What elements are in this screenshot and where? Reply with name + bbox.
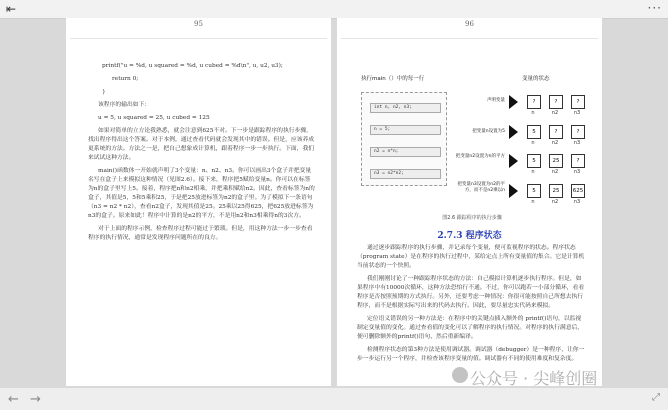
- code-line: int n, n2, n3;: [370, 103, 441, 113]
- var-name: n2: [551, 199, 559, 205]
- row-label: 声明变量: [487, 98, 505, 103]
- right-page-body: [357, 244, 586, 368]
- bottom-nav-bar: [0, 388, 668, 410]
- var-name: n: [531, 110, 535, 116]
- var-name: n: [531, 199, 535, 205]
- code-box: [361, 92, 447, 186]
- var-cell: ?: [571, 125, 585, 139]
- prev-page-icon[interactable]: ←: [8, 392, 19, 407]
- section-title: 2.7.3 程序状态: [437, 231, 502, 241]
- var-name: n2: [551, 110, 559, 116]
- right-page: [337, 18, 602, 386]
- watermark-logo-icon: [452, 367, 468, 383]
- paragraph: main()函数体一开始就声明了3个变量：n、n2、n3。你可以画出3个盒子并把变量名写在盒子上来模拟这种情况（见图2.6）。接下来，程序把5赋给变量n。你可以在标签为n的盒子里写上5。接着，程序把n和n2相乘，并把乘积赋给n2。因此，查看标签为n的盒子，其值是5，5和5乘积25，于是把25放进标签为n2的盒子里。为了模拟下一条语句（n3 = n2 * n2），查看n2盒子，发现其值是25。25乘以25得625，把625放进标签为n3的盒子。原来如此！程序中计算的是n2的平方，不是用n2和n3相乘得n的3次方。: [88, 168, 315, 219]
- exit-reader-icon[interactable]: ⇤: [5, 2, 17, 16]
- page-header-rule: [70, 38, 327, 39]
- arrow-icon: [509, 154, 518, 168]
- expand-icon[interactable]: ⤢: [652, 392, 660, 403]
- paragraph: 对于上面的程序示例，检查程序过程可能过于繁琐。但是，用这种方法一步一步查看程序的执行情况，通常是发现程序问题所在的良方。: [88, 226, 313, 241]
- row-label: 把变量n2设置为n的平方: [455, 154, 505, 159]
- paragraph: 定位语义错误的另一种方法是：在程序中的关键点插入额外的 printf()语句，以监视制定变量值的变化。通过查看值的变化可以了解程序的执行情况。对程序的执行满意后，便可删除额外的printf()语句，然后重新编译。: [357, 316, 584, 340]
- var-name: n: [531, 169, 535, 175]
- var-cell: ?: [571, 95, 585, 109]
- code-line: }: [102, 89, 106, 95]
- var-cell: ?: [549, 125, 563, 139]
- var-name: n3: [573, 169, 581, 175]
- var-cell: 5: [527, 154, 541, 168]
- code-line: printf("u = %d, u squared = %d, u cubed = %d\n", u, u2, u3);: [102, 63, 283, 69]
- page-number: 96: [465, 20, 474, 28]
- page-header-rule: [341, 38, 598, 39]
- var-cell: ?: [549, 95, 563, 109]
- var-cell: ?: [571, 154, 585, 168]
- next-page-icon[interactable]: →: [30, 392, 41, 407]
- arrow-icon: [509, 95, 518, 109]
- code-line: n3 = n2*n2;: [370, 169, 441, 179]
- code-line: n2 = n*n;: [370, 147, 441, 157]
- page-number: 95: [194, 20, 203, 28]
- var-name: n3: [573, 199, 581, 205]
- paragraph: 该程序的输出如下：: [98, 102, 151, 108]
- var-name: n: [531, 140, 535, 146]
- memory-title: 变量的状态: [522, 76, 550, 82]
- paragraph: u = 5, u squared = 25, u cubed = 125: [98, 115, 210, 121]
- var-cell: 25: [549, 154, 563, 168]
- paragraph: 如果对简单的立方论我熟悉，就会注意到625不对。下一步是跟踪程序的执行步骤，找出程序得出这个答案。对于本例，通过查看代码就会发现其中的错误。但是，应该养成更系统的方法。方法之一是，把自己想象成计算机，跟着程序一步一步执行。下面，我们来试试这种方法。: [88, 128, 315, 161]
- arrow-icon: [509, 184, 518, 198]
- paragraph: 检测程序状态的第3种方法是使用调试器。调试器（debugger）是一种程序，让你一步一步运行另一个程序，并检查该程序变量的值。调试器有不同的使用难度和复杂度。: [357, 347, 585, 362]
- left-page: [66, 18, 331, 386]
- code-line: return 0;: [112, 76, 139, 82]
- var-cell: ?: [527, 95, 541, 109]
- watermark: 公众号 · 尖峰创圈: [470, 369, 598, 388]
- paragraph: 通过逐步跟踪程序的执行步骤，并记录每个变量，便可监视程序的状态。程序状态（program state）是在程序的执行过程中，某给定点上所有变量值的集合。它是计算机当前状态的一个快照。: [357, 245, 585, 269]
- var-name: n3: [573, 140, 581, 146]
- row-label: 把变量n3设置为n2的平方，而不是n2乘以n: [457, 182, 505, 193]
- var-name: n2: [551, 169, 559, 175]
- arrow-icon: [509, 125, 518, 139]
- left-page-body: [88, 62, 315, 247]
- var-name: n2: [551, 140, 559, 146]
- figure-program-trace: [357, 74, 587, 224]
- code-line: n = 5;: [370, 125, 441, 135]
- figure-title: 执行main（）中的每一行: [361, 76, 425, 82]
- reader-toolbar: [0, 0, 668, 19]
- var-cell: 625: [571, 184, 585, 198]
- var-name: n3: [573, 110, 581, 116]
- figure-caption: 图2.6 跟踪程序的执行步骤: [442, 215, 502, 221]
- var-cell: 5: [527, 184, 541, 198]
- var-cell: 25: [549, 184, 563, 198]
- row-label: 把变量n设置为5: [472, 129, 505, 134]
- var-cell: 5: [527, 125, 541, 139]
- more-icon[interactable]: ···: [647, 1, 662, 15]
- paragraph: 我们刚刚讨论了一种跟踪程序状态的方法：自己模拟计算机逐步执行程序。但是，如果程序中有10000次循环，这种方法恐怕行不通。不过，你可以跑若一小部分循环，看看程序是否按照预期的方式执行。另外，还要考虑一种情况：你很可能按照自己所想去执行程序，而不是根据实际写出来的代码去执行。因此，要尽量忠实代码来模拟。: [357, 276, 585, 309]
